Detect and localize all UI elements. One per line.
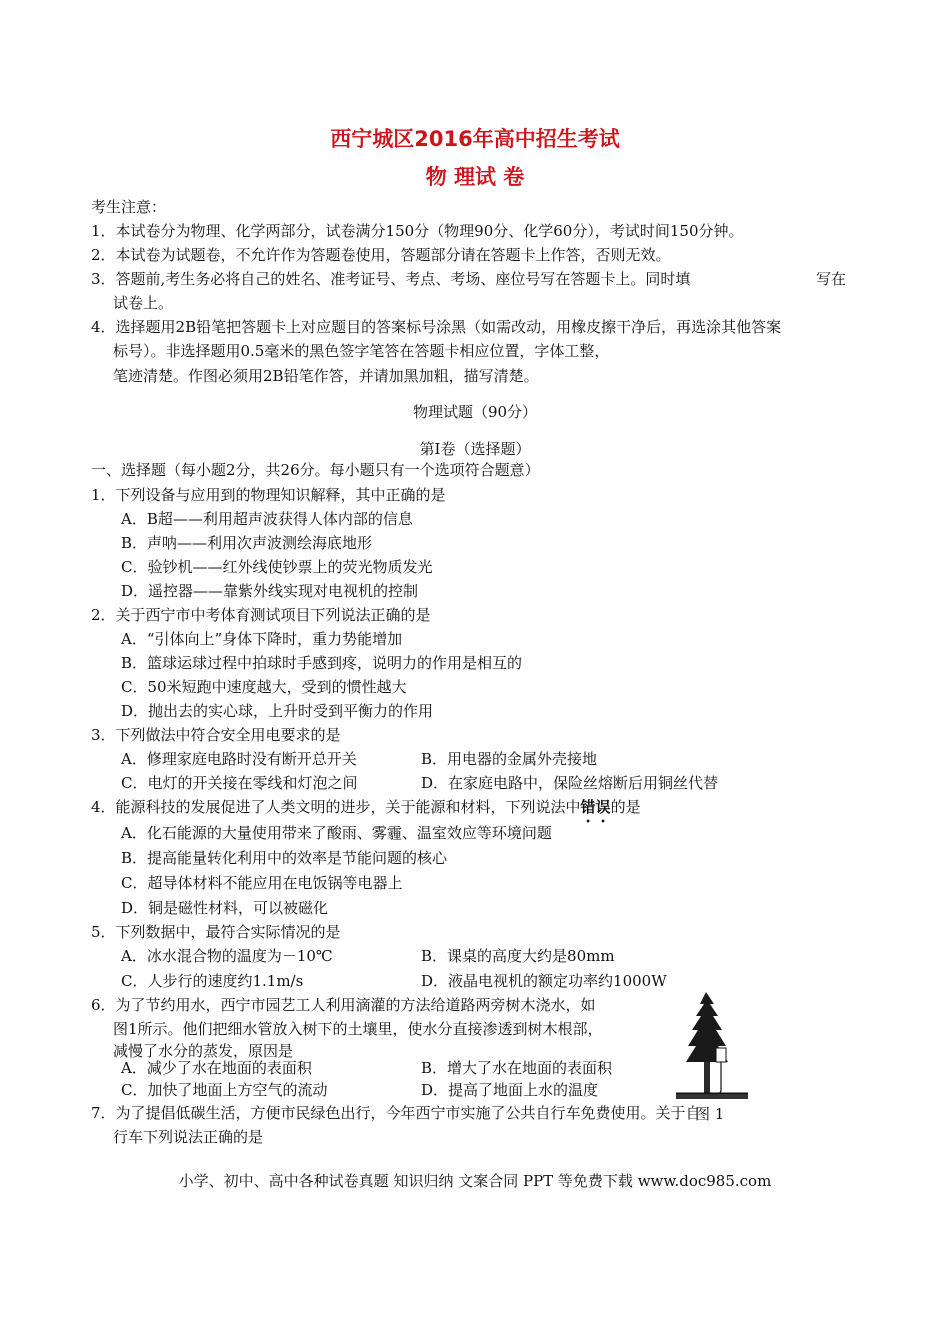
q3-option-d: D．在家庭电路中，保险丝熔断后用铜丝代替 <box>421 774 719 792</box>
q5-option-b: B．课桌的高度大约是80mm <box>421 947 615 965</box>
notice-item-4c: 笔迹清楚。作图必须用2B铅笔作答，并请加黑加粗，描写清楚。 <box>113 367 539 385</box>
q4-option-b: B．提高能量转化利用中的效率是节能问题的核心 <box>121 849 448 867</box>
q4-option-d: D．铜是磁性材料，可以被磁化 <box>121 899 329 917</box>
exam-title: 西宁城区2016年高中招生考试 <box>330 127 620 151</box>
q6-option-a: A．减少了水在地面的表面积 <box>121 1059 312 1077</box>
q6-stem-1: 6．为了节约用水，西宁市园艺工人利用滴灌的方法给道路两旁树木浇水，如 <box>91 996 596 1014</box>
exam-subtitle: 物 理试 卷 <box>425 165 525 189</box>
notice-heading: 考生注意： <box>91 198 167 216</box>
q5-option-c: C．人步行的速度约1.1m/s <box>121 972 304 990</box>
notice-item-1: 1．本试卷分为物理、化学两部分，试卷满分150分（物理90分、化学60分），考试时间150分钟。 <box>91 222 744 240</box>
q5-stem: 5．下列数据中，最符合实际情况的是 <box>91 923 341 941</box>
q3-option-a: A．修理家庭电路时没有断开总开关 <box>121 750 357 768</box>
page-footer: 小学、初中、高中各种试卷真题 知识归纳 文案合同 PPT 等免费下载 www.doc985.com <box>178 1172 772 1190</box>
q4-stem-post: 的是 <box>610 798 641 816</box>
q4-stem-pre: 4．能源科技的发展促进了人类文明的进步，关于能源和材料，下列说法中 <box>91 798 581 816</box>
q1-option-c: C．验钞机——红外线使钞票上的荧光物质发光 <box>121 558 433 576</box>
q3-option-b: B．用电器的金属外壳接地 <box>421 750 598 768</box>
q4-stem-emphasis: 错误 <box>580 798 611 816</box>
q2-option-c: C．50米短跑中速度越大，受到的惯性越大 <box>121 678 407 696</box>
section-instructions: 一、选择题（每小题2分，共26分。每小题只有一个选项符合题意） <box>91 461 540 479</box>
q7-stem-1: 7．为了提倡低碳生活，方便市民绿色出行，今年西宁市实施了公共自行车免费使用。关于自 <box>91 1104 701 1122</box>
figure-1-label: 图 1 <box>695 1105 725 1123</box>
notice-item-2: 2．本试卷为试题卷，不允许作为答题卷使用，答题部分请在答题卡上作答，否则无效。 <box>91 246 671 264</box>
q6-stem-3: 减慢了水分的蒸发，原因是 <box>113 1042 294 1060</box>
q5-option-a: A．冰水混合物的温度为－10℃ <box>121 947 333 965</box>
q6-option-d: D．提高了地面上水的温度 <box>421 1081 599 1099</box>
notice-item-3a: 3．答题前,考生务必将自己的姓名、准考证号、考点、考场、座位号写在答题卡上。同时填 <box>91 270 691 288</box>
tree-drip-irrigation-figure <box>676 990 748 1102</box>
q4-stem <box>91 797 641 826</box>
q2-option-a: A．“引体向上”身体下降时，重力势能增加 <box>121 630 403 648</box>
q1-option-b: B．声呐——利用次声波测绘海底地形 <box>121 534 373 552</box>
q6-stem-2: 图1所示。他们把细水管放入树下的土壤里，使水分直接渗透到树木根部， <box>113 1020 603 1038</box>
q3-option-c: C．电灯的开关接在零线和灯泡之间 <box>121 774 358 792</box>
q4-option-a: A．化石能源的大量使用带来了酸雨、雾霾、温室效应等环境问题 <box>121 824 552 842</box>
q3-stem: 3．下列做法中符合安全用电要求的是 <box>91 726 341 744</box>
q2-option-b: B．篮球运球过程中拍球时手感到疼，说明力的作用是相互的 <box>121 654 523 672</box>
q4-option-c: C．超导体材料不能应用在电饭锅等电器上 <box>121 874 403 892</box>
section-part1: 第Ⅰ卷（选择题） <box>419 440 531 458</box>
notice-item-4b: 标号）。非选择题用0.5毫米的黑色签字笔答在答题卡相应位置，字体工整， <box>113 342 610 360</box>
notice-item-3b: 写在 <box>816 270 847 288</box>
q1-option-a: A．B超——利用超声波获得人体内部的信息 <box>121 510 413 528</box>
q1-option-d: D．遥控器——靠紫外线实现对电视机的控制 <box>121 582 419 600</box>
q7-stem-2: 行车下列说法正确的是 <box>113 1128 264 1146</box>
q5-option-d: D．液晶电视机的额定功率约1000W <box>421 972 667 990</box>
q6-option-c: C．加快了地面上方空气的流动 <box>121 1081 328 1099</box>
q1-stem: 1．下列设备与应用到的物理知识解释，其中正确的是 <box>91 486 446 504</box>
section-physics: 物理试题（90分） <box>412 403 538 421</box>
q2-option-d: D．抛出去的实心球，上升时受到平衡力的作用 <box>121 702 434 720</box>
q6-option-b: B．增大了水在地面的表面积 <box>421 1059 613 1077</box>
notice-item-3c: 试卷上。 <box>113 294 174 312</box>
q2-stem: 2．关于西宁市中考体育测试项目下列说法正确的是 <box>91 606 431 624</box>
notice-item-4a: 4．选择题用2B铅笔把答题卡上对应题目的答案标号涂黑（如需改动，用橡皮擦干净后，再选涂其他答案 <box>91 318 782 336</box>
